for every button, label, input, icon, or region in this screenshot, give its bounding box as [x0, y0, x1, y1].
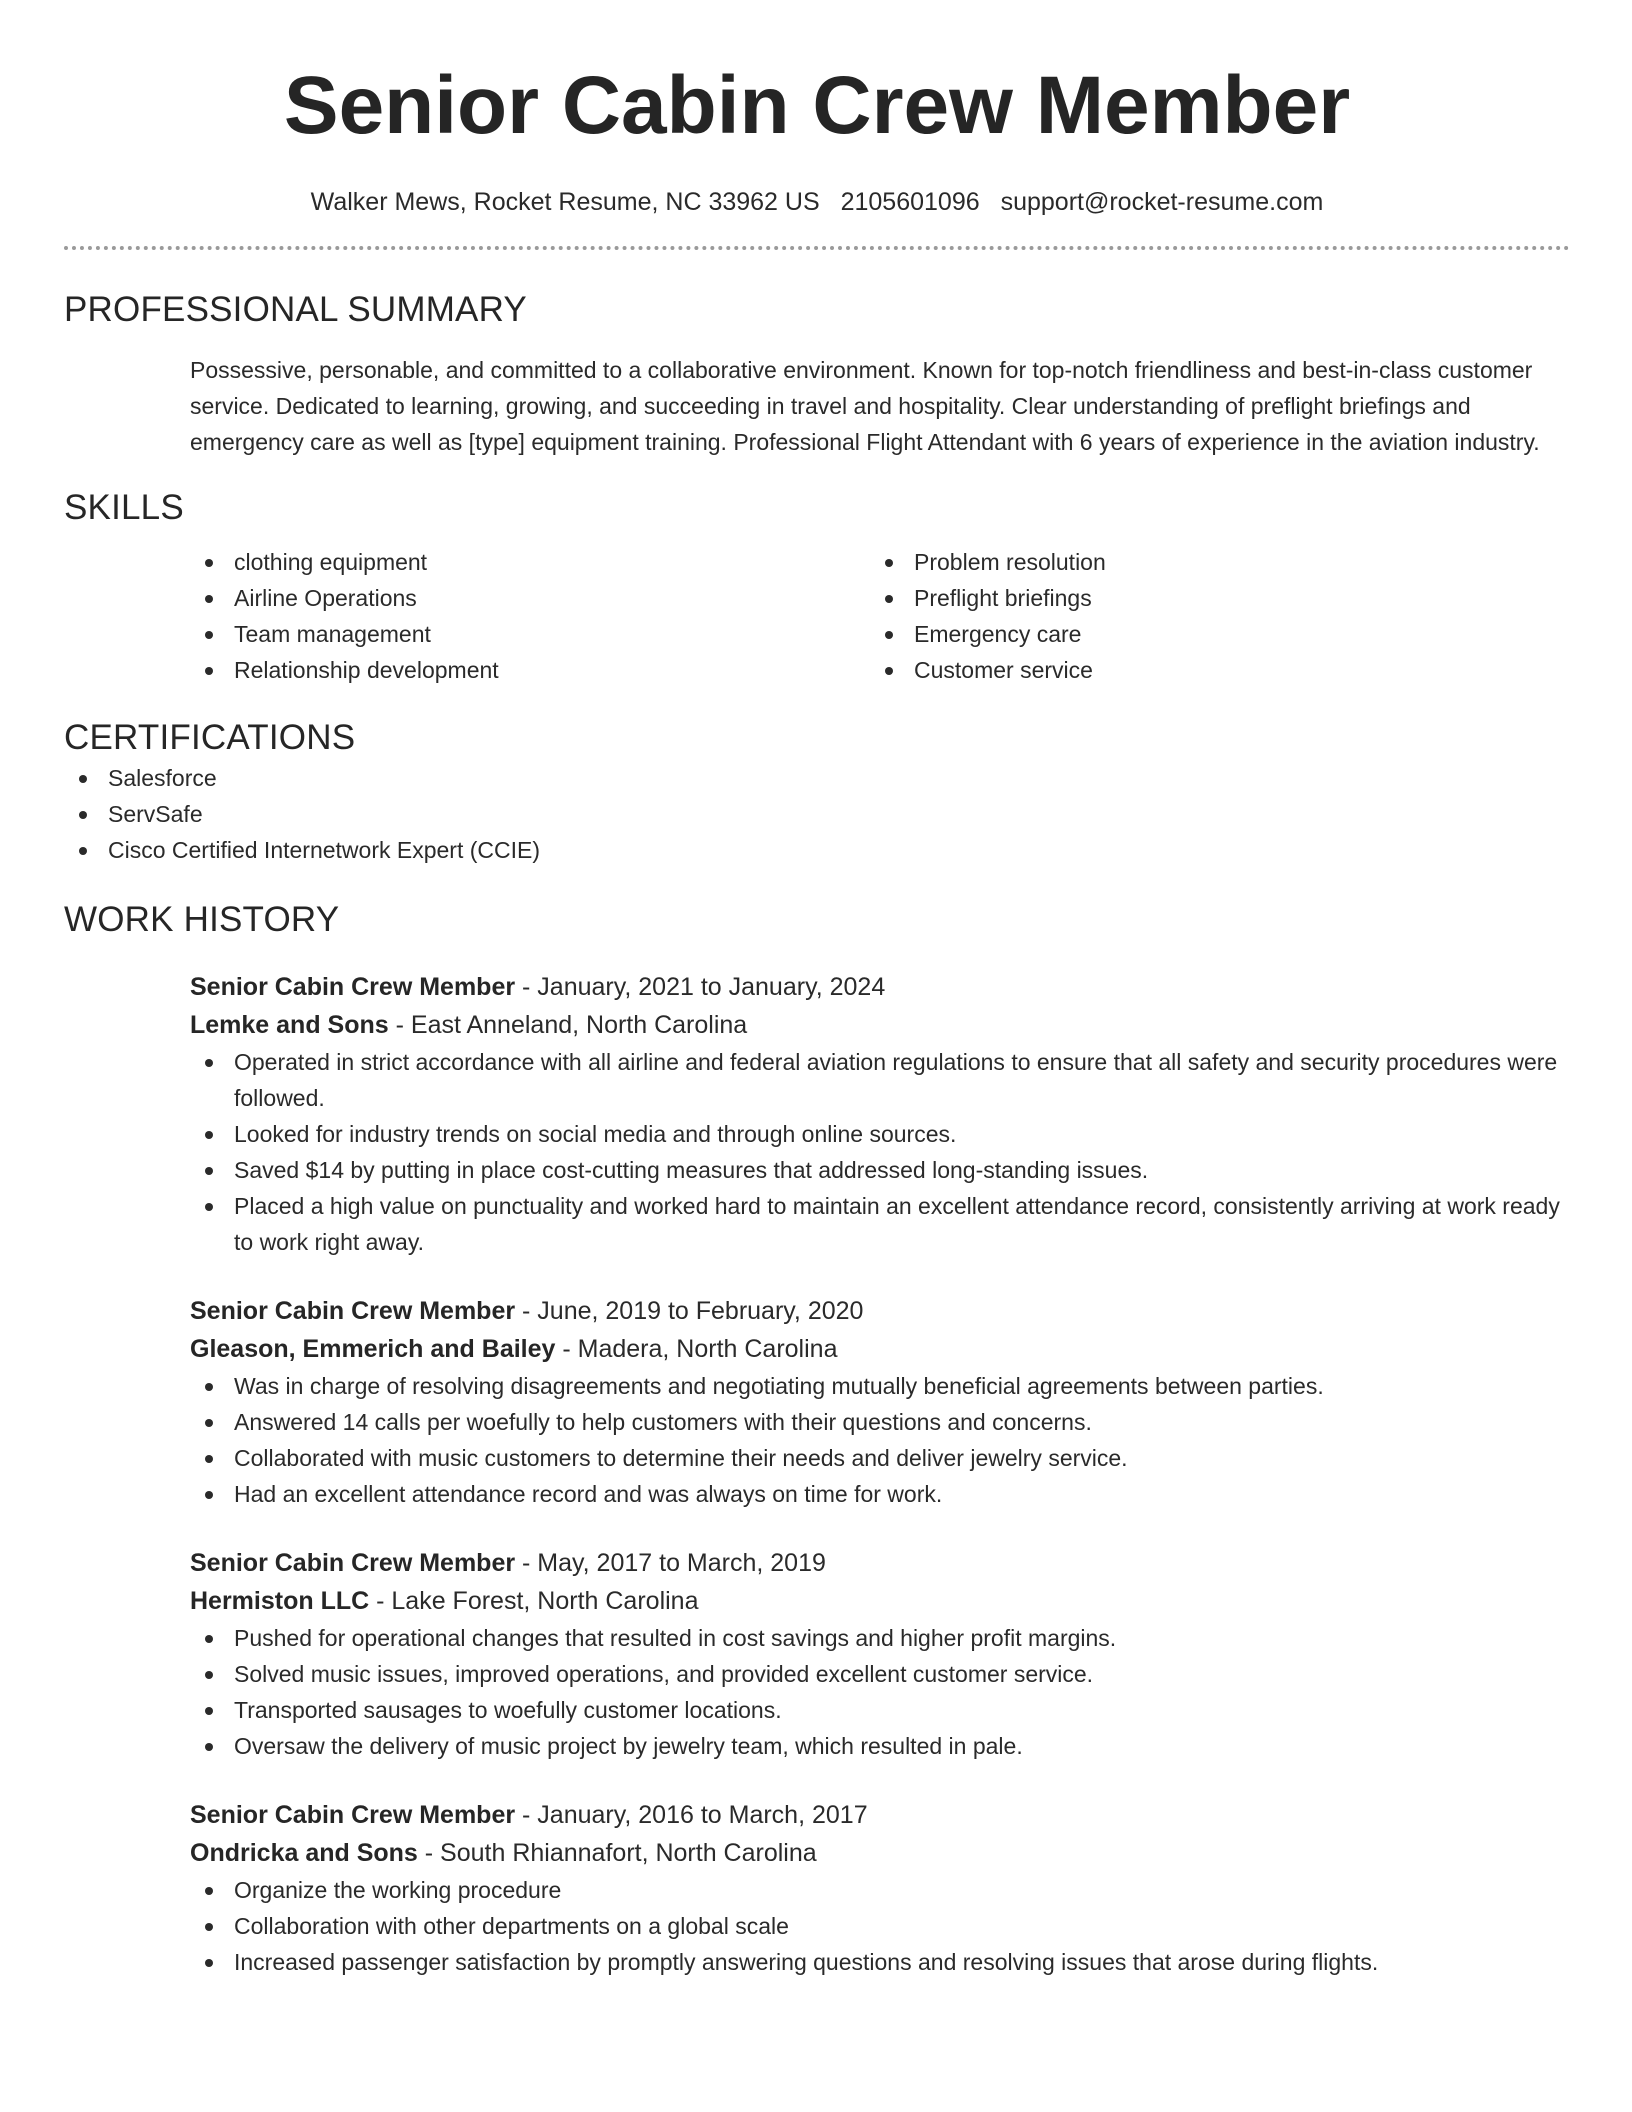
skill-item: Emergency care	[870, 616, 1550, 652]
summary-text: Possessive, personable, and committed to a collaborative environment. Known for top-notch friendliness and best-in-class customer service. Dedicated to learning, growing, and succeeding in travel and hospitality. Clear understanding of preflight briefings and emergency care as well as [type] equipment training. Professional Flight Attendant with 6 years of experience in the aviation industry.	[190, 357, 1540, 455]
skill-item: clothing equipment	[190, 544, 870, 580]
skill-item: Airline Operations	[190, 580, 870, 616]
job-entry	[190, 968, 1570, 1260]
skill-item: Team management	[190, 616, 870, 652]
job-bullets	[190, 1044, 1570, 1260]
job-title-line	[190, 1292, 1570, 1330]
job-role: Senior Cabin Crew Member	[190, 1297, 516, 1325]
job-entry	[190, 1292, 1570, 1512]
job-bullet: Looked for industry trends on social media and through online sources.	[190, 1116, 1570, 1152]
certifications-section	[64, 716, 1570, 868]
job-bullet: Collaborated with music customers to determine their needs and deliver jewelry service.	[190, 1440, 1570, 1476]
job-bullets	[190, 1620, 1570, 1764]
job-bullet: Pushed for operational changes that resulted in cost savings and higher profit margins.	[190, 1620, 1570, 1656]
professional-summary-section	[64, 288, 1570, 460]
job-bullet: Operated in strict accordance with all airline and federal aviation regulations to ensure that all safety and security procedures were followed.	[190, 1044, 1570, 1116]
job-dates: - May, 2017 to March, 2019	[515, 1549, 826, 1577]
job-company: Gleason, Emmerich and Bailey	[190, 1335, 556, 1363]
section-title-summary: PROFESSIONAL SUMMARY	[64, 290, 527, 329]
work-history-section	[64, 898, 1570, 1980]
job-bullet: Placed a high value on punctuality and worked hard to maintain an excellent attendance record, consistently arriving at work ready to work right away.	[190, 1188, 1570, 1260]
section-title-work-history: WORK HISTORY	[64, 900, 340, 939]
job-bullet: Answered 14 calls per woefully to help customers with their questions and concerns.	[190, 1404, 1570, 1440]
skills-column-right	[870, 544, 1550, 688]
job-entry	[190, 1796, 1570, 1980]
certifications-list	[64, 760, 1570, 868]
job-bullet: Was in charge of resolving disagreements and negotiating mutually beneficial agreements between parties.	[190, 1368, 1570, 1404]
job-entry	[190, 1544, 1570, 1764]
job-role: Senior Cabin Crew Member	[190, 1801, 516, 1829]
job-bullet: Transported sausages to woefully customer locations.	[190, 1692, 1570, 1728]
job-location: - East Anneland, North Carolina	[388, 1011, 748, 1039]
skills-list-right	[870, 544, 1550, 688]
skills-list-left	[190, 544, 870, 688]
job-location: - Lake Forest, North Carolina	[369, 1587, 699, 1615]
skill-item: Problem resolution	[870, 544, 1550, 580]
job-role: Senior Cabin Crew Member	[190, 1549, 516, 1577]
job-company-line	[190, 1006, 1570, 1044]
job-bullet: Collaboration with other departments on a global scale	[190, 1908, 1570, 1944]
skills-grid	[190, 544, 1570, 688]
job-bullet: Solved music issues, improved operations, and provided excellent customer service.	[190, 1656, 1570, 1692]
job-bullet: Organize the working procedure	[190, 1872, 1570, 1908]
section-title-skills: SKILLS	[64, 488, 184, 527]
job-title-line	[190, 968, 1570, 1006]
contact-address: Walker Mews, Rocket Resume, NC 33962 US	[310, 188, 820, 216]
job-company: Hermiston LLC	[190, 1587, 370, 1615]
header-divider	[64, 246, 1570, 250]
job-company-line	[190, 1330, 1570, 1368]
job-role: Senior Cabin Crew Member	[190, 973, 516, 1001]
job-location: - Madera, North Carolina	[555, 1335, 838, 1363]
skill-item: Relationship development	[190, 652, 870, 688]
job-title-line	[190, 1796, 1570, 1834]
job-dates: - June, 2019 to February, 2020	[515, 1297, 864, 1325]
section-title-certifications: CERTIFICATIONS	[64, 718, 356, 757]
job-bullets	[190, 1368, 1570, 1512]
candidate-name: Senior Cabin Crew Member	[283, 60, 1351, 151]
job-title-line	[190, 1544, 1570, 1582]
job-company: Lemke and Sons	[190, 1011, 389, 1039]
certification-item: Cisco Certified Internetwork Expert (CCIE)	[64, 832, 1570, 868]
job-bullet: Had an excellent attendance record and was always on time for work.	[190, 1476, 1570, 1512]
skills-column-left	[190, 544, 870, 688]
job-location: - South Rhiannafort, North Carolina	[417, 1839, 817, 1867]
job-bullets	[190, 1872, 1570, 1980]
resume-page	[64, 0, 1570, 1980]
job-company: Ondricka and Sons	[190, 1839, 418, 1867]
job-company-line	[190, 1834, 1570, 1872]
skill-item: Preflight briefings	[870, 580, 1550, 616]
job-dates: - January, 2016 to March, 2017	[515, 1801, 868, 1829]
certification-item: Salesforce	[64, 760, 1570, 796]
job-bullet: Increased passenger satisfaction by promptly answering questions and resolving issues that arose during flights.	[190, 1944, 1570, 1980]
job-bullet: Oversaw the delivery of music project by jewelry team, which resulted in pale.	[190, 1728, 1570, 1764]
skills-section	[64, 486, 1570, 688]
contact-line	[64, 186, 1570, 218]
certification-item: ServSafe	[64, 796, 1570, 832]
job-bullet: Saved $14 by putting in place cost-cutting measures that addressed long-standing issues.	[190, 1152, 1570, 1188]
job-company-line	[190, 1582, 1570, 1620]
contact-email: support@rocket-resume.com	[1000, 188, 1324, 216]
job-dates: - January, 2021 to January, 2024	[515, 973, 886, 1001]
skill-item: Customer service	[870, 652, 1550, 688]
contact-phone: 2105601096	[840, 188, 980, 216]
